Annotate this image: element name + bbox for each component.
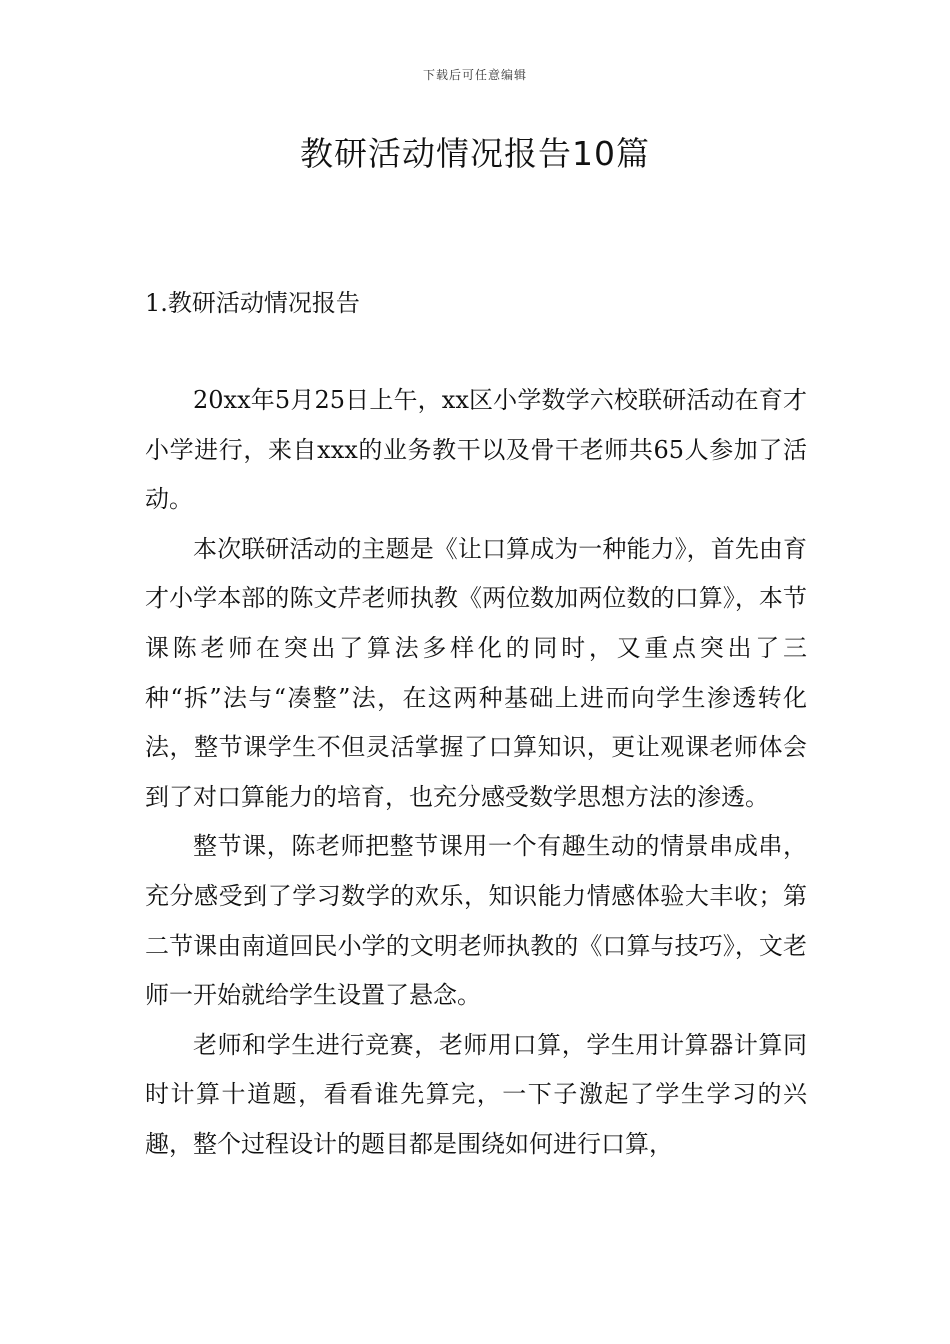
- paragraph: 老师和学生进行竞赛，老师用口算，学生用计算器计算同时计算十道题，看看谁先算完，一下子激起了学生学习的兴趣，整个过程设计的题目都是围绕如何进行口算，: [145, 1030, 807, 1158]
- body-text: [145, 376, 807, 1170]
- paragraph: 20xx年5月25日上午，xx区小学数学六校联研活动在育才小学进行，来自xxx的业务教干以及骨干老师共65人参加了活动。: [145, 386, 807, 514]
- section-heading: 1.教研活动情况报告: [145, 289, 360, 317]
- header-note: 下载后可任意编辑: [422, 68, 527, 82]
- paragraph: 整节课，陈老师把整节课用一个有趣生动的情景串成串，充分感受到了学习数学的欢乐，知识能力情感体验大丰收；第二节课由南道回民小学的文明老师执教的《口算与技巧》，文老师一开始就给学生设置了悬念。: [145, 832, 807, 1010]
- paragraph: 本次联研活动的主题是《让口算成为一种能力》，首先由育才小学本部的陈文芹老师执教《两位数加两位数的口算》，本节课陈老师在突出了算法多样化的同时，又重点突出了三种“拆”法与“凑整”法，在这两种基础上进而向学生渗透转化法，整节课学生不但灵活掌握了口算知识，更让观课老师体会到了对口算能力的培育，也充分感受数学思想方法的渗透。: [145, 534, 807, 811]
- document-title: 教研活动情况报告10篇: [300, 134, 650, 173]
